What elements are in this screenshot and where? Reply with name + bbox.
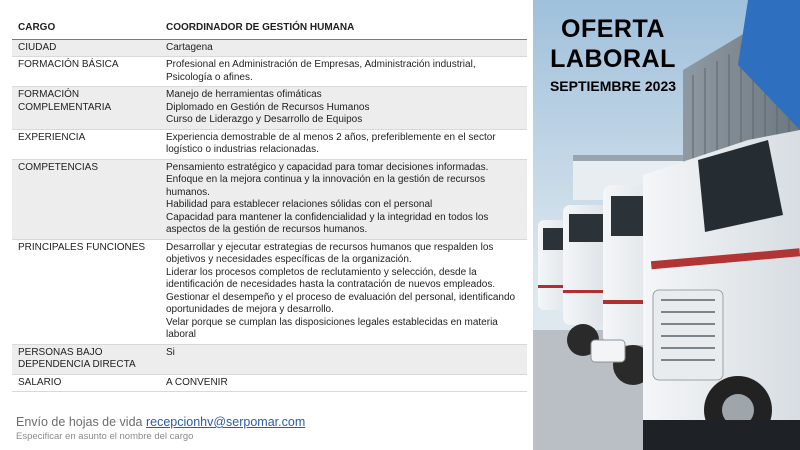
subject-note: Especificar en asunto el nombre del cargo (16, 431, 194, 442)
email-prefix: Envío de hojas de vida (16, 415, 146, 429)
table-header-row (12, 18, 527, 40)
row-value (164, 160, 527, 239)
row-label (12, 160, 164, 239)
row-value-line: identificación de necesidades hasta la contratación de nuevos empleados. (166, 279, 496, 290)
table-body (12, 40, 527, 393)
row-value (164, 375, 527, 392)
row-value-line: A CONVENIR (166, 376, 228, 388)
row-value (164, 130, 527, 159)
row-label-line: COMPLEMENTARIA (18, 101, 112, 113)
row-value-line: Diplomado en Gestión de Recursos Humanos (166, 101, 370, 113)
row-value-line: objetivos y necesidades específicas de la organización. (166, 254, 412, 265)
row-label (12, 375, 164, 392)
row-label (12, 240, 164, 344)
row-label-line: COMPETENCIAS (18, 161, 99, 173)
row-label-line: EXPERIENCIA (18, 131, 86, 143)
table-row (12, 345, 527, 375)
row-value-line: logístico o industrias relacionadas. (166, 144, 319, 155)
row-value-line: Psicología o afines. (166, 71, 253, 83)
job-offer-table (12, 18, 527, 392)
row-value-line: Cartagena (166, 41, 213, 53)
row-value-line: Habilidad para establecer relaciones sólidas con el personal (166, 199, 433, 210)
row-label-line: FORMACIÓN BÁSICA (18, 59, 119, 70)
table-row (12, 375, 527, 393)
row-value-line: humanos. (166, 186, 210, 198)
row-label (12, 345, 164, 374)
row-value-line: Profesional en Administración de Empresas, Administración industrial, (166, 59, 476, 70)
row-label (12, 40, 164, 57)
row-label-line: PRINCIPALES FUNCIONES (18, 241, 146, 253)
row-value-line: Enfoque en la mejora continua y la innovación en la gestión de recursos (166, 174, 486, 185)
row-value-line: Liderar los procesos completos de reclutamiento y selección, desde la (166, 266, 477, 278)
offer-banner (533, 14, 693, 96)
row-value-line: Curso de Liderazgo y Desarrollo de Equipos (166, 114, 363, 125)
table-row (12, 40, 527, 58)
banner-line-oferta: OFERTA (561, 15, 665, 43)
row-value (164, 40, 527, 57)
row-label-line: CIUDAD (18, 41, 57, 53)
row-label (12, 57, 164, 86)
header-value: COORDINADOR DE GESTIÓN HUMANA (166, 22, 355, 33)
table-row (12, 240, 527, 345)
row-label-line: SALARIO (18, 376, 62, 388)
table-row (12, 130, 527, 160)
banner-line-laboral: LABORAL (550, 45, 676, 73)
table-row (12, 160, 527, 240)
row-label-line: DEPENDENCIA DIRECTA (18, 359, 136, 370)
row-value (164, 345, 527, 374)
row-value (164, 240, 527, 344)
row-label (12, 87, 164, 129)
row-label-line: FORMACIÓN (18, 89, 80, 100)
row-value-line: laboral (166, 329, 197, 340)
row-value-line: Si (166, 346, 175, 358)
banner-date: SEPTIEMBRE 2023 (549, 78, 677, 94)
row-value (164, 87, 527, 129)
row-value-line: aspectos de la gestión de recursos humanos. (166, 224, 368, 235)
row-value-line: Velar porque se cumplan las disposiciones legales establecidas en materia (166, 316, 498, 328)
table-row (12, 87, 527, 130)
row-value-line: Capacidad para mantener la confidencialidad y la integridad en todos los (166, 211, 489, 223)
row-value-line: Experiencia demostrable de al menos 2 años, preferiblemente en el sector (166, 131, 496, 143)
email-link[interactable]: recepcionhv@serpomar.com (145, 415, 306, 429)
row-value-line: Pensamiento estratégico y capacidad para tomar decisiones informadas. (166, 161, 489, 173)
row-value-line: Manejo de herramientas ofimáticas (166, 89, 322, 100)
row-label-line: PERSONAS BAJO (18, 346, 103, 358)
table-row (12, 57, 527, 87)
row-value-line: Gestionar el desempeño y el proceso de evaluación del personal, identificando (166, 291, 516, 303)
row-value-line: oportunidades de mejora y desarrollo. (166, 304, 334, 315)
row-label (12, 130, 164, 159)
email-instruction (16, 414, 516, 430)
row-value (164, 57, 527, 86)
row-value-line: Desarrollar y ejecutar estrategias de recursos humanos que respalden los (166, 241, 494, 253)
application-footer (16, 414, 516, 443)
header-label: CARGO (18, 22, 56, 33)
